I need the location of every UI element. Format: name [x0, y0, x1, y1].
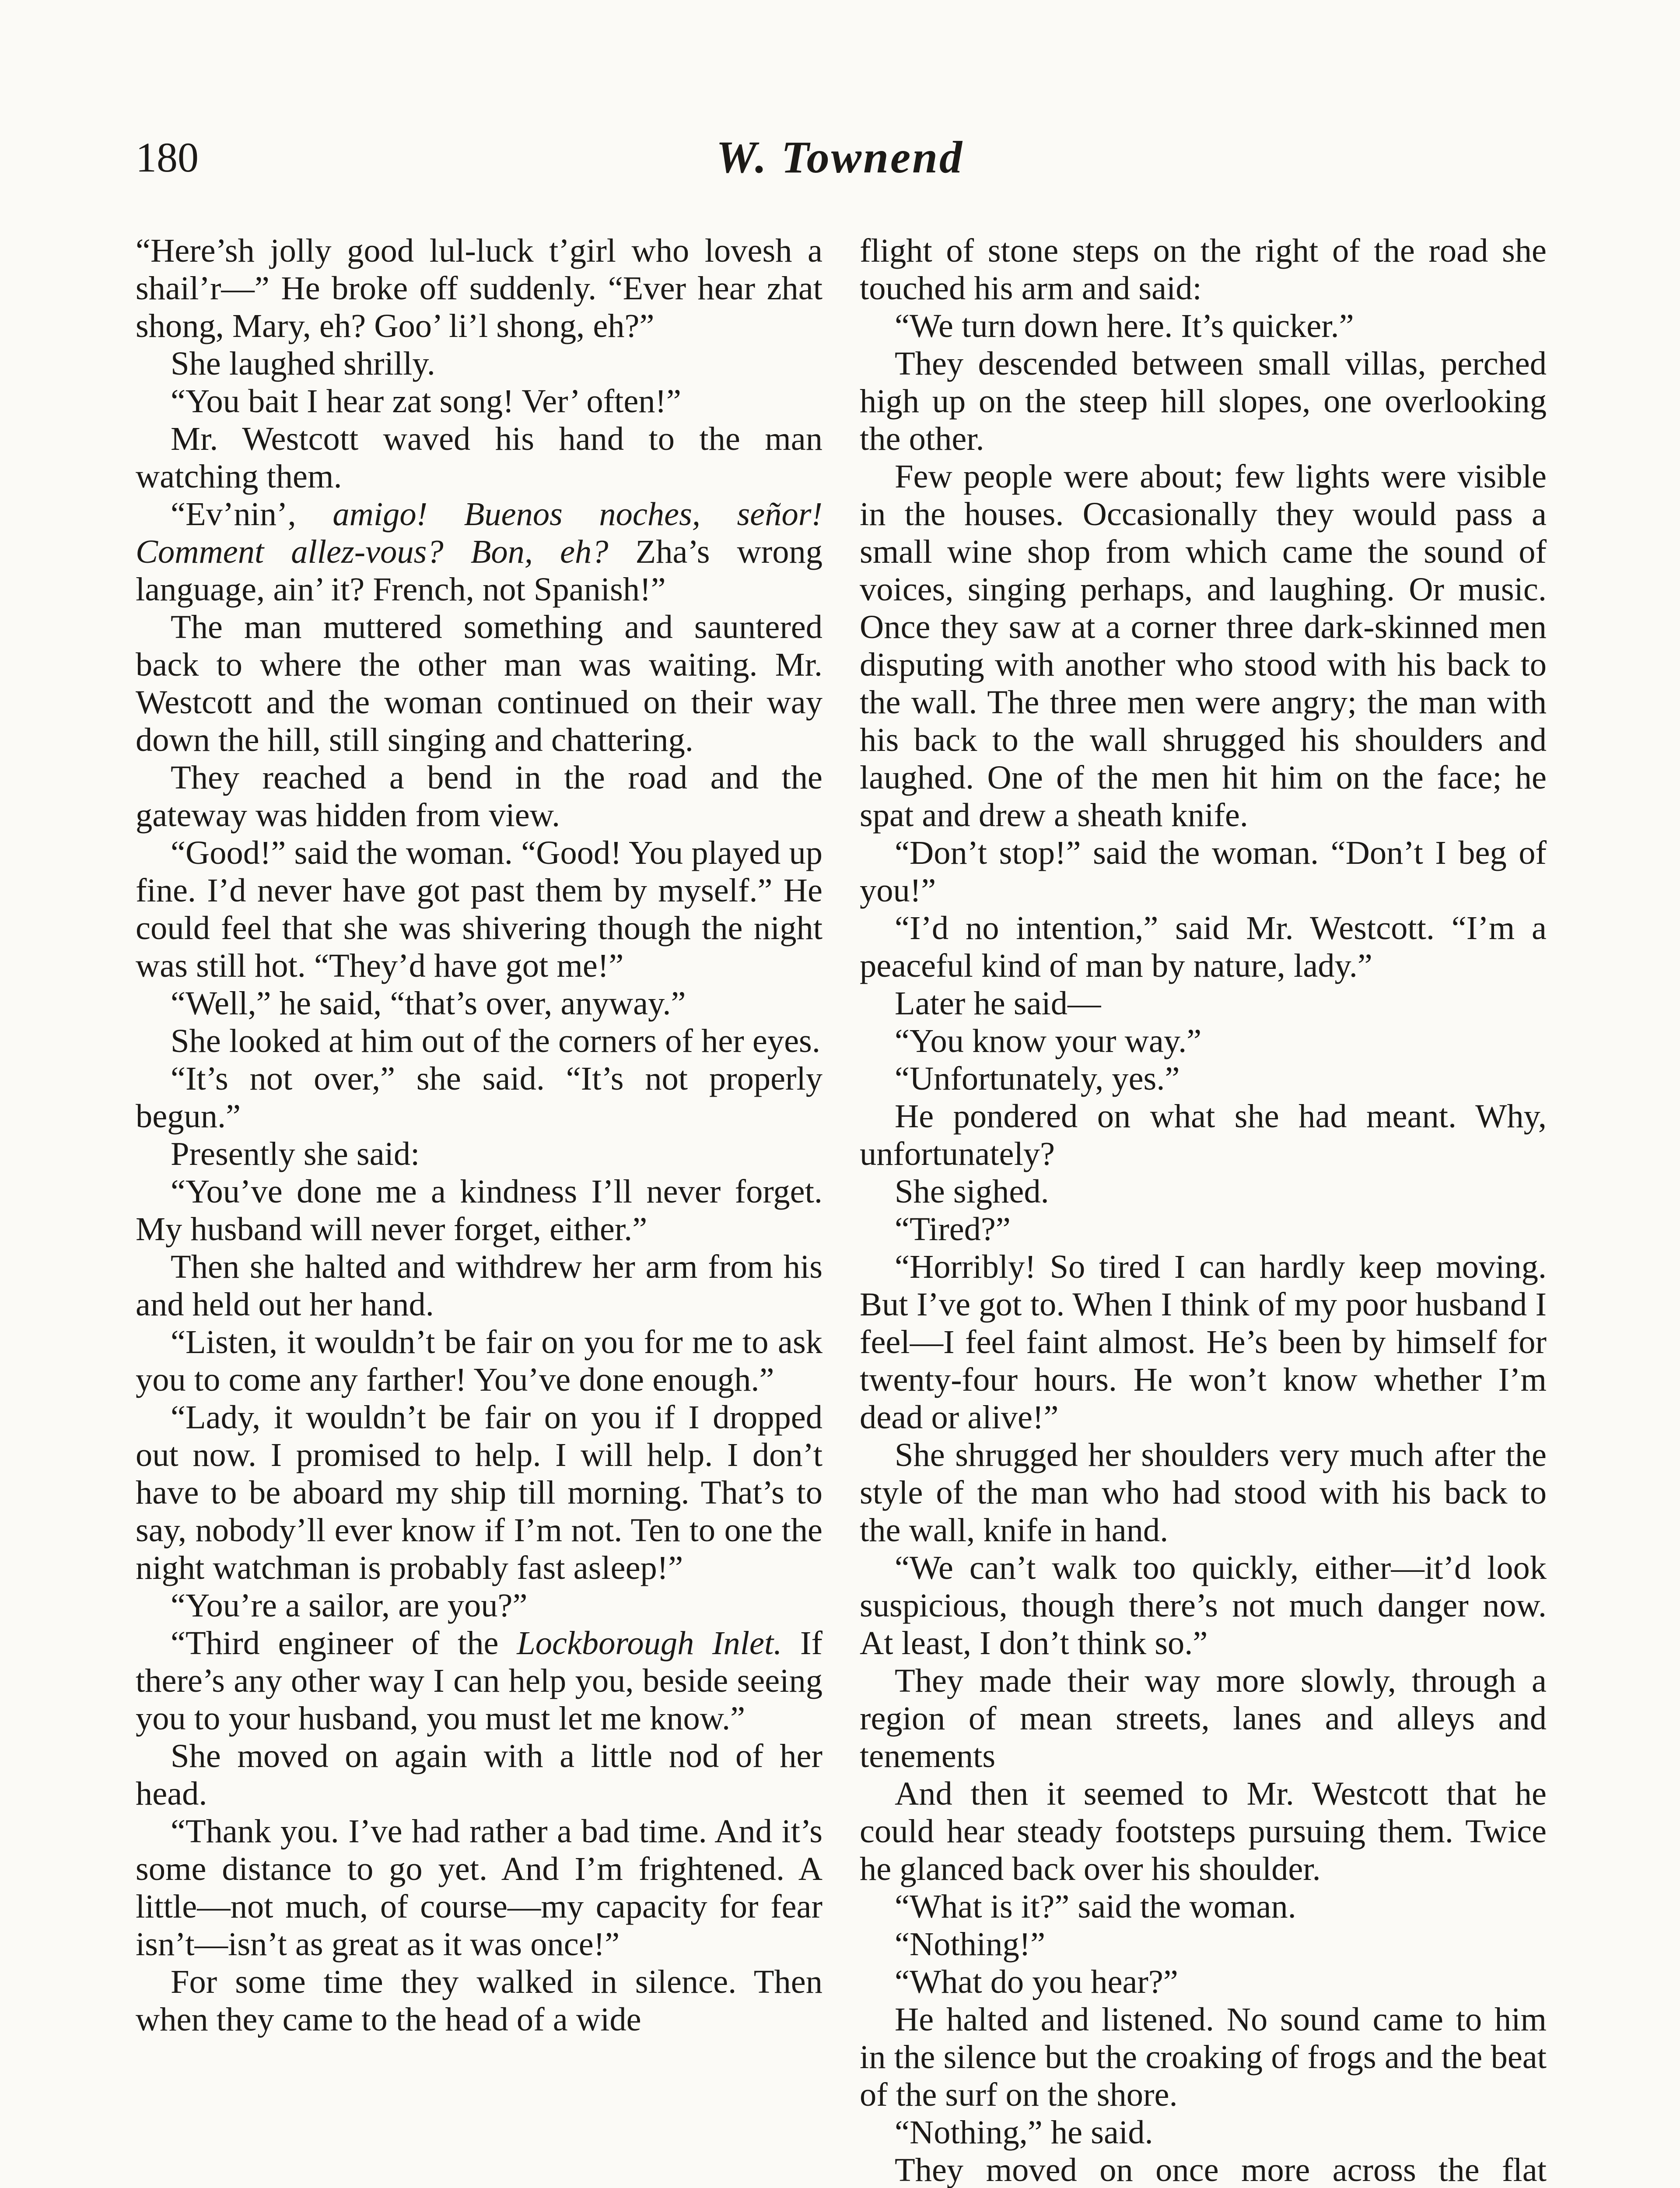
paragraph: “Nothing,” he said.	[895, 2114, 1153, 2151]
paragraph: “What do you hear?”	[895, 1963, 1178, 2000]
running-title: W. Townend	[716, 132, 964, 182]
paragraph: They descended between small villas, perched high up on the steep hill slopes, one overlooking the other.	[860, 345, 1547, 457]
paragraph: They reached a bend in the road and the gateway was hidden from view.	[136, 759, 822, 834]
paragraph: “Don’t stop!” said the woman. “Don’t I beg of you!”	[860, 834, 1547, 909]
paragraph: “What is it?” said the woman.	[895, 1888, 1296, 1925]
text-column-left	[136, 232, 822, 2038]
paragraph: The man muttered something and sauntered back to where the other man was waiting. Mr. Westcott and the woman continued on their way down the hill, still singing and chattering.	[136, 608, 822, 758]
paragraph: “You’re a sailor, are you?”	[171, 1587, 528, 1624]
paragraph: “I’d no intention,” said Mr. Westcott. “I’m a peaceful kind of man by nature, lady.”	[860, 909, 1547, 984]
paragraph: “You bait I hear zat song! Ver’ often!”	[171, 382, 681, 420]
paragraph: “Unfortunately, yes.”	[895, 1060, 1180, 1097]
paragraph: “It’s not over,” she said. “It’s not properly begun.”	[136, 1060, 822, 1135]
paragraph: “We turn down here. It’s quicker.”	[895, 307, 1354, 344]
paragraph: “Tired?”	[895, 1210, 1011, 1248]
paragraph: She moved on again with a little nod of her head.	[136, 1737, 822, 1812]
paragraph: Mr. Westcott waved his hand to the man watching them.	[136, 420, 822, 495]
paragraph: “Here’sh jolly good lul-luck t’girl who lovesh a shail’r—” He broke off suddenly. “Ever hear zhat shong, Mary, eh? Goo’ li’l shong, eh?”	[136, 232, 822, 344]
page-header	[136, 131, 1544, 201]
page-number: 180	[136, 134, 199, 181]
paragraph: Later he said—	[895, 985, 1101, 1022]
paragraph	[136, 1624, 822, 1737]
paragraph: They moved on once more across the flat	[895, 2151, 1547, 2188]
text-column-right	[860, 232, 1547, 2188]
paragraph: Few people were about; few lights were visible in the houses. Occasionally they would pass a small wine shop from which came the sound of voices, singing perhaps, and laughing. Or music. Once they saw at a corner three dark-skinned men disputing with another who stood with his back to the wall. The three men were angry; the man with his back to the wall shrugged his shoulders and laughed. One of the men hit him on the face; he spat and drew a sheath knife.	[860, 458, 1547, 834]
paragraph: He halted and listened. No sound came to him in the silence but the croaking of frogs and the beat of the surf on the shore.	[860, 2001, 1547, 2113]
paragraph: “Listen, it wouldn’t be fair on you for me to ask you to come any farther! You’ve done enough.”	[136, 1323, 822, 1398]
paragraph-text: If there’s any other way I can help you, beside seeing you to your husband, you must let me know.”	[136, 1624, 822, 1737]
paragraph: Presently she said:	[171, 1135, 420, 1172]
paragraph-text: “Ev’nin’,	[171, 495, 333, 533]
italic-text: Lockborough Inlet.	[517, 1624, 782, 1662]
italic-text: amigo! Buenos noches, señor! Comment allez-vous? Bon, eh?	[136, 495, 822, 570]
paragraph-text: “Third engineer of the	[171, 1624, 517, 1662]
paragraph: And then it seemed to Mr. Westcott that he could hear steady footsteps pursuing them. Twice he glanced back over his shoulder.	[860, 1775, 1547, 1887]
paragraph: They made their way more slowly, through a region of mean streets, lanes and alleys and tenements	[860, 1662, 1547, 1774]
paragraph-text: Zha’s wrong language, ain’ it? French, not Spanish!”	[136, 533, 822, 608]
paragraph	[136, 495, 822, 608]
paragraph: “You’ve done me a kindness I’ll never forget. My husband will never forget, either.”	[136, 1173, 822, 1248]
paragraph: “Nothing!”	[895, 1925, 1046, 1963]
paragraph: “Lady, it wouldn’t be fair on you if I dropped out now. I promised to help. I will help. I don’t have to be aboard my ship till morning. That’s to say, nobody’ll ever know if I’m not. Ten to one the night watchman is probably fast asleep!”	[136, 1399, 822, 1586]
paragraph: Then she halted and withdrew her arm from his and held out her hand.	[136, 1248, 822, 1323]
paragraph: For some time they walked in silence. Then when they came to the head of a wide	[136, 1963, 822, 2038]
paragraph: She looked at him out of the corners of her eyes.	[171, 1022, 820, 1059]
paragraph: “We can’t walk too quickly, either—it’d look suspicious, though there’s not much danger now. At least, I don’t think so.”	[860, 1549, 1547, 1662]
paragraph: “Thank you. I’ve had rather a bad time. And it’s some distance to go yet. And I’m frightened. A little—not much, of course—my capacity for fear isn’t—isn’t as great as it was once!”	[136, 1813, 822, 1963]
paragraph: “Good!” said the woman. “Good! You played up fine. I’d never have got past them by myself.” He could feel that she was shivering though the night was still hot. “They’d have got me!”	[136, 834, 822, 984]
paragraph: She laughed shrilly.	[171, 345, 435, 382]
paragraph: “You know your way.”	[895, 1022, 1202, 1059]
paragraph: flight of stone steps on the right of the road she touched his arm and said:	[860, 232, 1547, 307]
paragraph: She sighed.	[895, 1173, 1049, 1210]
paragraph: She shrugged her shoulders very much after the style of the man who had stood with his back to the wall, knife in hand.	[860, 1436, 1547, 1549]
paragraph: “Well,” he said, “that’s over, anyway.”	[171, 985, 686, 1022]
paragraph: He pondered on what she had meant. Why, unfortunately?	[860, 1098, 1547, 1172]
paragraph: “Horribly! So tired I can hardly keep moving. But I’ve got to. When I think of my poor husband I feel—I feel faint almost. He’s been by himself for twenty-four hours. He won’t know whether I’m dead or alive!”	[860, 1248, 1547, 1436]
